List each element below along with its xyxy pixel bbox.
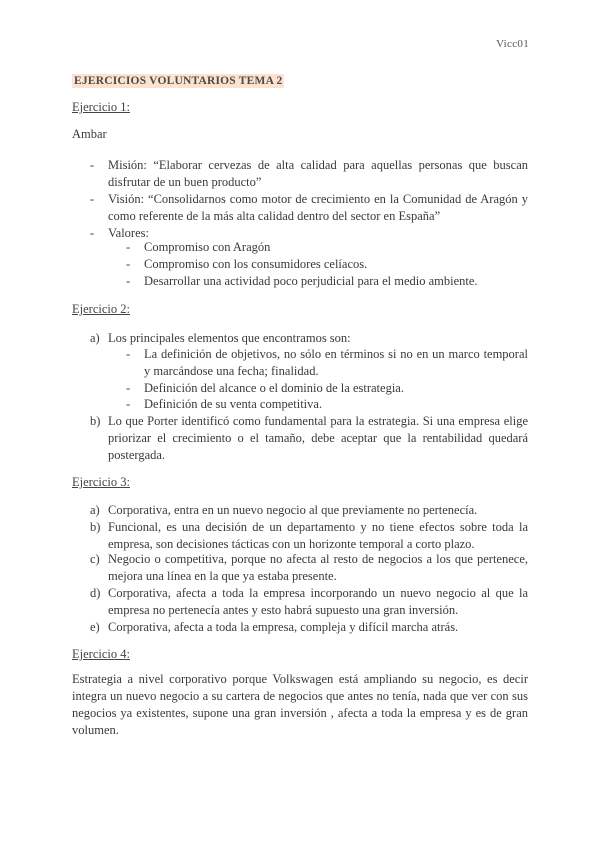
ex2-b-marker: b) — [90, 414, 101, 428]
ex1-valor-item: Desarrollar una actividad poco perjudicial para el medio ambiente. — [144, 274, 478, 288]
document-title: EJERCICIOS VOLUNTARIOS TEMA 2 — [74, 75, 283, 87]
ex4-heading: Ejercicio 4: — [72, 647, 130, 661]
ex2-b-text: Lo que Porter identificó como fundamental para la estrategia. Si una empresa elige priorizar el crecimiento o el tamaño, debe aceptar que la rentabilidad quedará postergada. — [108, 414, 528, 462]
ex2-a-dash: - — [126, 347, 131, 361]
ex2-a-item: Definición de su venta competitiva. — [144, 397, 323, 411]
ex2-a-marker: a) — [90, 331, 100, 345]
ex3-item-marker: d) — [90, 586, 101, 600]
ex1-valores-dash: - — [90, 226, 95, 240]
ex1-valor-dash: - — [126, 240, 131, 254]
ex1-vision-dash: - — [90, 192, 95, 206]
ex3-item-text: Funcional, es una decisión de un departamento y no tiene efectos sobre toda la empresa, son decisiones tácticas con un horizonte temporal a corto plazo. — [108, 520, 528, 551]
ex2-a-item: La definición de objetivos, no sólo en términos si no en un marco temporal y marcándose una fecha; finalidad. — [144, 347, 528, 378]
ex3-item-text: Corporativa, afecta a toda la empresa, compleja y difícil marcha atrás. — [108, 620, 459, 634]
ex1-company: Ambar — [72, 127, 107, 141]
ex2-a-dash: - — [126, 381, 131, 395]
ex3-item-text: Corporativa, afecta a toda la empresa incorporando un nuevo negocio al que la empresa no pertenecía antes y esto habrá supuesto una gran inversión. — [108, 586, 528, 617]
ex2-a-dash: - — [126, 397, 131, 411]
ex1-heading: Ejercicio 1: — [72, 100, 130, 114]
ex2-a-item: Definición del alcance o el dominio de la estrategia. — [144, 381, 404, 395]
ex4-paragraph: Estrategia a nivel corporativo porque Volkswagen está ampliando su negocio, es decir integra un nuevo negocio a su cartera de negocios que antes no tenía, nada que ver con sus negocios ya existentes, supone una gran inversión , afecta a toda la empresa y es de gran volumen. — [72, 672, 528, 737]
ex3-heading: Ejercicio 3: — [72, 475, 130, 489]
header-author: Vicc01 — [496, 38, 529, 50]
ex1-vision: Visión: “Consolidarnos como motor de crecimiento en la Comunidad de Aragón y como referente de la más alta calidad dentro del sector en España” — [108, 192, 528, 223]
ex1-valor-dash: - — [126, 274, 131, 288]
ex3-item-marker: e) — [90, 620, 100, 634]
ex2-heading: Ejercicio 2: — [72, 302, 130, 316]
ex1-valor-dash: - — [126, 257, 131, 271]
ex3-item-marker: c) — [90, 552, 100, 566]
ex1-valor-item: Compromiso con Aragón — [144, 240, 271, 254]
ex1-mision-dash: - — [90, 158, 95, 172]
ex1-valores-label: Valores: — [108, 226, 149, 240]
ex3-item-text: Negocio o competitiva, porque no afecta al resto de negocios a los que pertenece, mejora una línea en la que ya estaba presente. — [108, 552, 528, 583]
ex1-valor-item: Compromiso con los consumidores celíacos. — [144, 257, 368, 271]
ex2-a-text: Los principales elementos que encontramos son: — [108, 331, 351, 345]
ex3-item-text: Corporativa, entra en un nuevo negocio al que previamente no pertenecía. — [108, 503, 478, 517]
ex1-mision: Misión: “Elaborar cervezas de alta calidad para aquellas personas que buscan disfrutar de un buen producto” — [108, 158, 528, 189]
ex3-item-marker: a) — [90, 503, 100, 517]
ex3-item-marker: b) — [90, 520, 101, 534]
